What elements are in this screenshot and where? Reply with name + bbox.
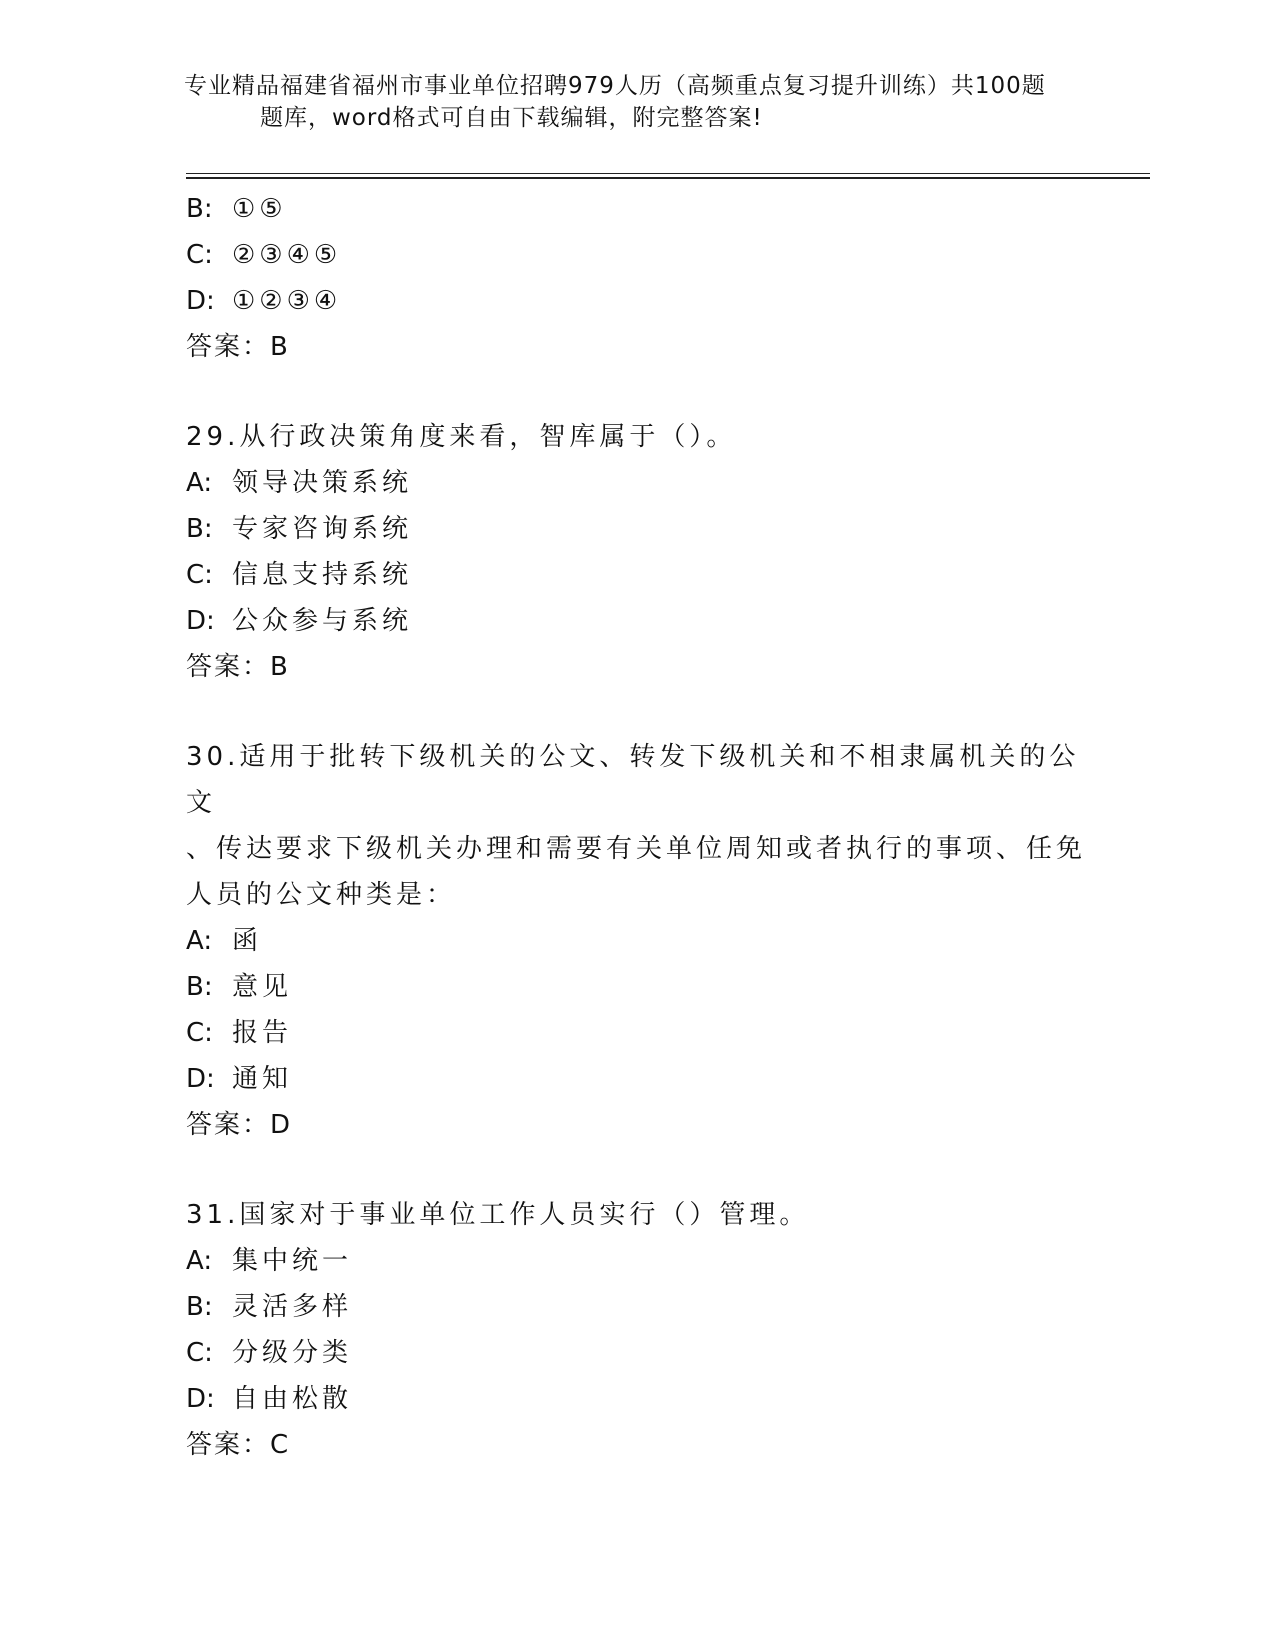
option-row: [186, 1056, 1086, 1102]
answer-line: [186, 1422, 1086, 1468]
option-row: [186, 506, 1086, 552]
option-row: [186, 1376, 1086, 1422]
option-text: ①②③④: [232, 286, 342, 316]
option-row: [186, 918, 1086, 964]
option-row: [186, 964, 1086, 1010]
option-label: B:: [186, 194, 213, 224]
option-row: [186, 1330, 1086, 1376]
option-label: D:: [186, 606, 215, 636]
document-header: [184, 70, 1084, 134]
option-row: [186, 460, 1086, 506]
option-text: 集中统一: [232, 1246, 353, 1276]
question-30: [186, 734, 1086, 1148]
header-title-line-1: 专业精品福建省福州市事业单位招聘979人历（高频重点复习提升训练）共100题: [184, 73, 1046, 99]
option-text: ①⑤: [232, 194, 287, 224]
answer-value: B: [270, 332, 290, 362]
option-label: D:: [186, 1384, 215, 1414]
option-row: [186, 552, 1086, 598]
option-text: 意见: [232, 972, 293, 1002]
option-label: B:: [186, 972, 213, 1002]
option-text: 专家咨询系统: [232, 514, 413, 544]
answer-value: B: [270, 652, 290, 682]
answer-label: 答案：: [186, 332, 271, 362]
question-text: 31.国家对于事业单位工作人员实行（）管理。: [186, 1200, 810, 1230]
option-label: C:: [186, 240, 213, 270]
option-row: [186, 278, 1086, 324]
answer-value: D: [270, 1110, 293, 1140]
option-text: 分级分类: [232, 1338, 353, 1368]
answer-label: 答案：: [186, 652, 271, 682]
question-31: [186, 1192, 1086, 1468]
option-text: 自由松散: [232, 1384, 353, 1414]
question-list: [186, 186, 1086, 1468]
option-text: 灵活多样: [232, 1292, 353, 1322]
option-label: B:: [186, 514, 213, 544]
option-label: A:: [186, 1246, 213, 1276]
option-row: [186, 1010, 1086, 1056]
option-label: A:: [186, 926, 213, 956]
option-label: C:: [186, 560, 213, 590]
answer-line: [186, 1102, 1086, 1148]
option-label: D:: [186, 1064, 215, 1094]
option-label: B:: [186, 1292, 213, 1322]
answer-label: 答案：: [186, 1110, 271, 1140]
question-text: 30.适用于批转下级机关的公文、转发下级机关和不相隶属机关的公文 、传达要求下级机关办理和需要有关单位周知或者执行的事项、任免 人员的公文种类是：: [186, 742, 1087, 910]
header-title-line-2: 题库，word格式可自由下载编辑，附完整答案!: [260, 105, 763, 131]
question-29: [186, 414, 1086, 690]
answer-line: [186, 324, 1086, 370]
option-label: C:: [186, 1018, 213, 1048]
answer-label: 答案：: [186, 1430, 271, 1460]
answer-line: [186, 644, 1086, 690]
option-row: [186, 598, 1086, 644]
option-row: [186, 1238, 1086, 1284]
option-row: [186, 186, 1086, 232]
question-text: 29.从行政决策角度来看，智库属于（）。: [186, 422, 737, 452]
option-text: 函: [232, 926, 263, 956]
option-text: ②③④⑤: [232, 240, 342, 270]
option-row: [186, 1284, 1086, 1330]
header-divider-thick: [186, 177, 1150, 179]
option-text: 领导决策系统: [232, 468, 413, 498]
option-text: 通知: [232, 1064, 293, 1094]
option-text: 公众参与系统: [232, 606, 413, 636]
answer-value: C: [270, 1430, 291, 1460]
option-label: D:: [186, 286, 215, 316]
option-label: A:: [186, 468, 213, 498]
option-text: 报告: [232, 1018, 293, 1048]
header-divider-thin: [186, 173, 1150, 174]
question-28-tail: [186, 186, 1086, 370]
option-row: [186, 232, 1086, 278]
option-label: C:: [186, 1338, 213, 1368]
option-text: 信息支持系统: [232, 560, 413, 590]
